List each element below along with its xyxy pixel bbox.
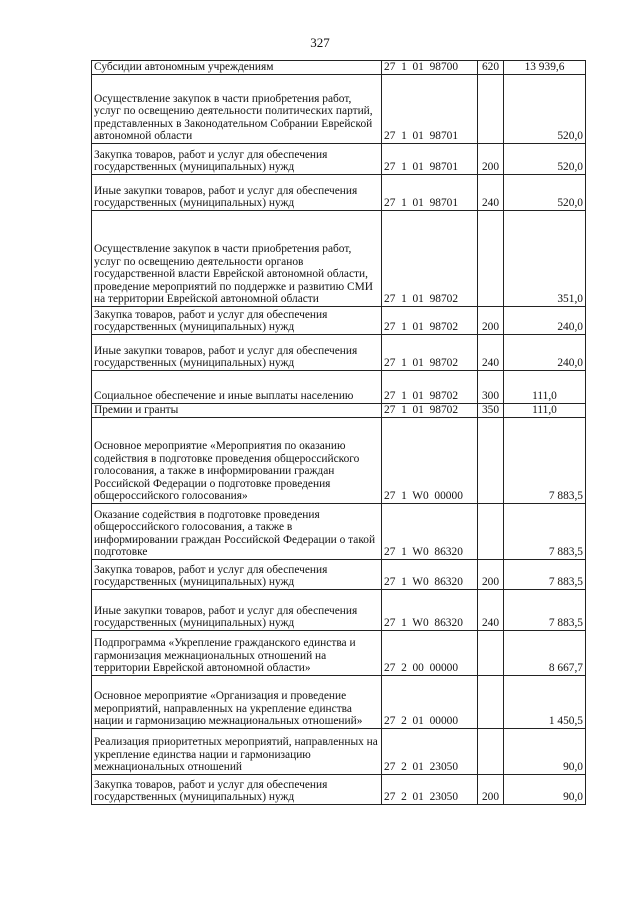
row-amount-cell: 13 939,6 (504, 61, 586, 75)
row-code-cell: 27 1 01 98702 (382, 371, 478, 404)
row-code-cell: 27 1 01 98702 (382, 404, 478, 418)
table-row (92, 335, 586, 371)
table-row (92, 61, 586, 75)
row-name-cell: Оказание содействия в подготовке проведения общероссийского голосования, а также в информировании граждан Российской Федерации о такой подготовке (92, 504, 382, 560)
row-code-cell: 27 2 00 00000 (382, 631, 478, 676)
table-row (92, 418, 586, 504)
row-amount-cell: 520,0 (504, 75, 586, 144)
row-vr-cell: 200 (478, 307, 504, 335)
row-code-cell: 27 2 01 00000 (382, 676, 478, 729)
table-row (92, 75, 586, 144)
row-vr-cell: 240 (478, 335, 504, 371)
row-vr-cell (478, 75, 504, 144)
row-vr-cell: 350 (478, 404, 504, 418)
row-vr-cell: 200 (478, 144, 504, 175)
row-code-cell: 27 1 W0 86320 (382, 504, 478, 560)
row-name-cell: Иные закупки товаров, работ и услуг для обеспечения государственных (муниципальных) нужд (92, 335, 382, 371)
row-code-cell: 27 1 01 98701 (382, 175, 478, 211)
row-vr-cell (478, 504, 504, 560)
row-vr-cell (478, 211, 504, 307)
row-name-cell: Основное мероприятие «Организация и проведение мероприятий, направленных на укрепление единства нации и гармонизацию межнациональных отношений» (92, 676, 382, 729)
table-row (92, 504, 586, 560)
row-name-cell: Подпрограмма «Укрепление гражданского единства и гармонизация межнациональных отношений на территории Еврейской автономной области» (92, 631, 382, 676)
table-row (92, 307, 586, 335)
row-name-cell: Осуществление закупок в части приобретения работ, услуг по освещению деятельности органов государственной власти Еврейской автономной области, проведение мероприятий по поддержке и развитию СМИ на территории Еврейской автономной области (92, 211, 382, 307)
row-name-cell: Закупка товаров, работ и услуг для обеспечения государственных (муниципальных) нужд (92, 560, 382, 590)
row-name-cell: Осуществление закупок в части приобретения работ, услуг по освещению деятельности политических партий, представленных в Законодательном Собрании Еврейской автономной области (92, 75, 382, 144)
table-row (92, 175, 586, 211)
row-code-cell: 27 1 01 98701 (382, 144, 478, 175)
row-vr-cell: 620 (478, 61, 504, 75)
table-row (92, 371, 586, 404)
table-row (92, 590, 586, 631)
row-vr-cell (478, 418, 504, 504)
row-vr-cell: 240 (478, 175, 504, 211)
table-row (92, 144, 586, 175)
row-amount-cell: 520,0 (504, 144, 586, 175)
row-vr-cell: 200 (478, 560, 504, 590)
row-amount-cell: 7 883,5 (504, 560, 586, 590)
row-amount-cell: 90,0 (504, 775, 586, 805)
page-number: 327 (310, 35, 330, 50)
row-amount-cell: 351,0 (504, 211, 586, 307)
row-amount-cell: 7 883,5 (504, 590, 586, 631)
row-code-cell: 27 1 W0 00000 (382, 418, 478, 504)
table-row (92, 631, 586, 676)
row-amount-cell: 8 667,7 (504, 631, 586, 676)
row-code-cell: 27 1 01 98701 (382, 75, 478, 144)
row-name-cell: Закупка товаров, работ и услуг для обеспечения государственных (муниципальных) нужд (92, 307, 382, 335)
row-code-cell: 27 1 01 98702 (382, 335, 478, 371)
row-name-cell: Социальное обеспечение и иные выплаты населению (92, 371, 382, 404)
table-row (92, 676, 586, 729)
row-name-cell: Основное мероприятие «Мероприятия по оказанию содействия в подготовке проведения общероссийского голосования, а также в информировании граждан Российской Федерации о подготовке проведения общероссийского голосования» (92, 418, 382, 504)
row-code-cell: 27 1 01 98700 (382, 61, 478, 75)
table-row (92, 775, 586, 805)
row-vr-cell (478, 729, 504, 775)
table-row (92, 729, 586, 775)
row-amount-cell: 7 883,5 (504, 418, 586, 504)
row-name-cell: Закупка товаров, работ и услуг для обеспечения государственных (муниципальных) нужд (92, 775, 382, 805)
row-code-cell: 27 1 W0 86320 (382, 590, 478, 631)
row-code-cell: 27 1 01 98702 (382, 211, 478, 307)
row-code-cell: 27 2 01 23050 (382, 729, 478, 775)
row-vr-cell: 200 (478, 775, 504, 805)
table-row (92, 211, 586, 307)
row-name-cell: Субсидии автономным учреждениям (92, 61, 382, 75)
row-amount-cell: 240,0 (504, 307, 586, 335)
row-name-cell: Иные закупки товаров, работ и услуг для обеспечения государственных (муниципальных) нужд (92, 175, 382, 211)
budget-table (91, 60, 586, 805)
row-amount-cell: 520,0 (504, 175, 586, 211)
table-row (92, 404, 586, 418)
row-amount-cell: 111,0 (504, 371, 586, 404)
row-amount-cell: 111,0 (504, 404, 586, 418)
row-amount-cell: 90,0 (504, 729, 586, 775)
row-name-cell: Премии и гранты (92, 404, 382, 418)
row-amount-cell: 1 450,5 (504, 676, 586, 729)
row-code-cell: 27 2 01 23050 (382, 775, 478, 805)
row-amount-cell: 240,0 (504, 335, 586, 371)
row-vr-cell (478, 631, 504, 676)
row-vr-cell (478, 676, 504, 729)
row-name-cell: Иные закупки товаров, работ и услуг для обеспечения государственных (муниципальных) нужд (92, 590, 382, 631)
row-name-cell: Закупка товаров, работ и услуг для обеспечения государственных (муниципальных) нужд (92, 144, 382, 175)
row-vr-cell: 300 (478, 371, 504, 404)
row-code-cell: 27 1 01 98702 (382, 307, 478, 335)
row-code-cell: 27 1 W0 86320 (382, 560, 478, 590)
table-row (92, 560, 586, 590)
row-name-cell: Реализация приоритетных мероприятий, направленных на укрепление единства нации и гармонизацию межнациональных отношений (92, 729, 382, 775)
row-amount-cell: 7 883,5 (504, 504, 586, 560)
row-vr-cell: 240 (478, 590, 504, 631)
